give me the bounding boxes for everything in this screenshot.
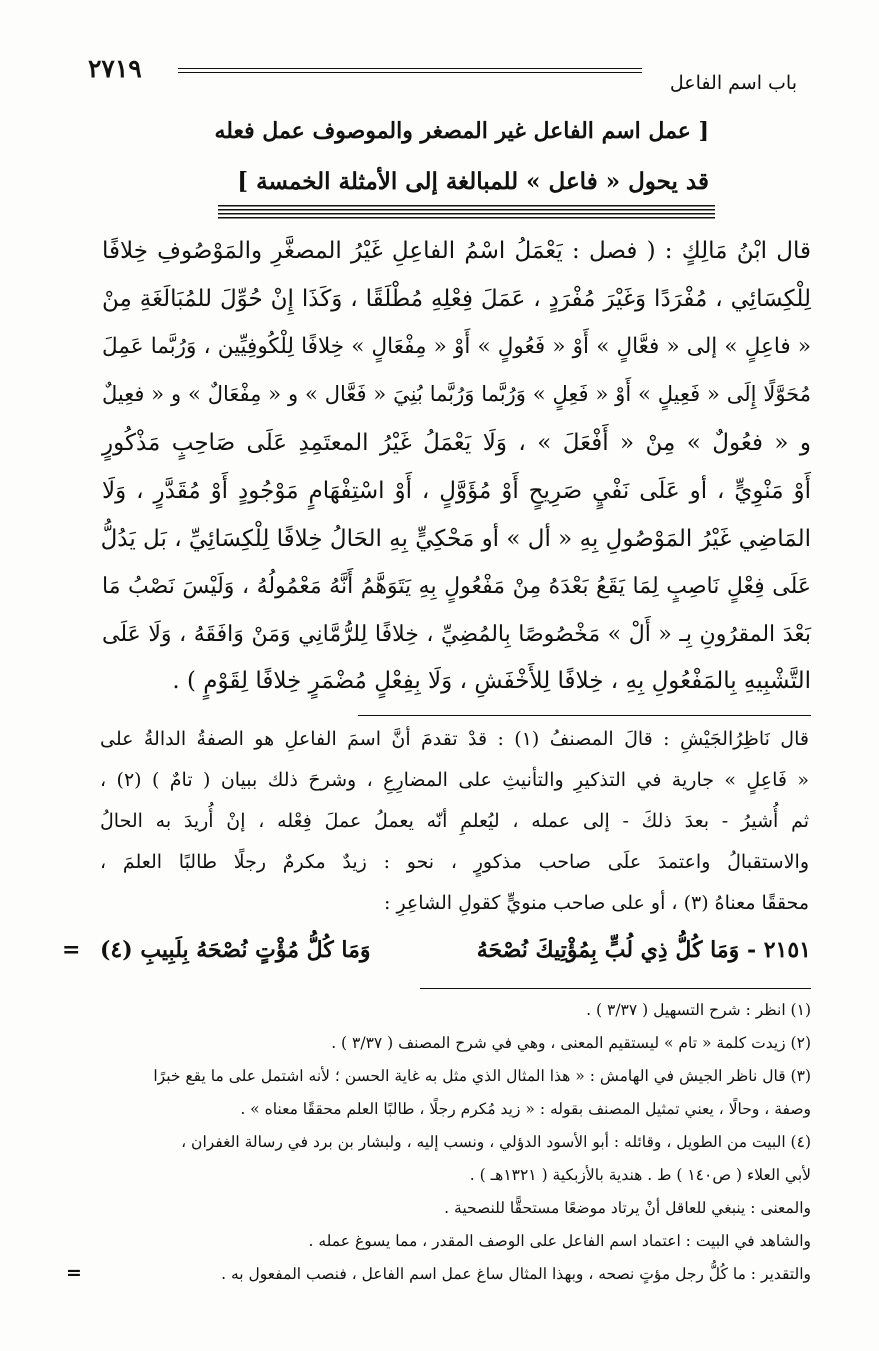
matn-line: بَعْدَ المقرُونِ بِـ « أَلْ » مَخْصُوصًا بِالمُضِيِّ ، خِلافًا لِلرُّمَّانِي وَمَنْ وَافَقَهُ ، وَلَا عَلَى: [102, 622, 811, 647]
footnote-line: وصفة ، وحالًا ، يعني تمثيل المصنف بقوله : « زيد مُكرم رجلًا ، طالبًا العلم محققًا معناه » .: [240, 1100, 811, 1118]
matn-line: عَلَى فِعْلٍ نَاصِبٍ لِمَا يَقَعُ بَعْدَهُ مِنْ مَفْعُولٍ بِهِ يَتَوَهَّمُ أَنَّهُ مَعْمُولُهُ ، وَلَيْسَ نَصْبُ مَا: [102, 574, 811, 599]
footnote-line: والمعنى : ينبغي للعاقل أنْ يرتاد موضعًا مستحقًّا للنصحية .: [444, 1199, 811, 1217]
commentary-line: ثم أُشيرُ - بعدَ ذلكَ - إلى عمله ، ليُعلمِ أنّه يعملُ عملَ فِعْله ، إنْ أُريدَ به الحالُ: [100, 810, 809, 832]
verse-second-hemistich: وَمَا كُلُّ مُؤْتٍ نُصْحَهُ بِلَبِيبِ (٤): [100, 937, 371, 963]
matn-line: المَاضِي غَيْرُ المَوْصُولِ بِهِ « أل » أو مَحْكِيٍّ بِهِ الحَالُ خِلافًا لِلْكِسَائِيِّ ، بَل يَدُلُّ: [100, 526, 811, 552]
matn-line: « فاعِلٍ » إلى « فعَّالٍ » أَوْ « فَعُولٍ » أَوْ « مِفْعَالٍ » خِلافًا لِلْكُوفِيِّين ، وَرُبَّما عَمِلَ: [102, 334, 811, 359]
footnote-line: لأبي العلاء ( ص١٤٠ ) ط . هندية بالأزبكية ( ١٣٢١هـ ) .: [469, 1166, 811, 1184]
verse-continuation-mark: =: [62, 937, 81, 963]
matn-line: و « فعُولٌ » مِنْ « أَفْعَلَ » ، وَلَا يَعْمَلُ غَيْرُ المعتَمِدِ عَلَى صَاحِبٍ مَذْكُورٍ: [102, 430, 811, 456]
page-number: ٢٧١٩: [88, 54, 142, 83]
footnote-line: (٤) البيت من الطويل ، وقائله : أبو الأسود الدؤلي ، ونسب إليه ، ولبشار بن برد في رسالة الغفران ،: [181, 1133, 811, 1151]
section-title-rule: [218, 205, 715, 219]
running-header: [88, 52, 797, 92]
footnote-line: (٢) زيدت كلمة « تام » ليستقيم المعنى ، وهي في شرح المصنف ( ٣/٣٧ ) .: [331, 1034, 811, 1052]
commentary-line: والاستقبالُ واعتمدَ علَى صاحب مذكورٍ ، نحو : زيدٌ مكرمٌ رجلًا طالبًا العلمَ ،: [100, 851, 809, 873]
matn-line: مُحَوَّلًا إِلَى « فَعِيلٍ » أَوْ « فَعِلٍ » وَرُبَّما وَرُبَّما بُنِيَ « فَعَّال » و « مِفْعَالٌ » و « فعِيلٌ: [102, 382, 811, 406]
poetry-verse: [100, 937, 811, 971]
verse-number: ٢١٥١ -: [746, 937, 811, 963]
matn-line: التَّشْبِيهِ بِالمَفْعُولِ بِهِ ، خِلافًا لِلأَخْفَشِ ، وَلَا بِفِعْلٍ مُضْمَرٍ خِلافًا لِقَوْمٍ ) .: [172, 668, 811, 694]
running-chapter-title: باب اسم الفاعل: [669, 72, 797, 94]
commentary-line: قال نَاظِرُالجَيْشِ : قالَ المصنفُ (١) : قدْ تقدمَ أنَّ اسمَ الفاعلِ هو الصفةُ الدالةُ على: [100, 728, 809, 750]
hemistich-text: وَمَا كُلُّ ذِي لُبٍّ بِمُؤْتِيكَ نُصْحَهُ: [476, 937, 740, 963]
footnote-line: والشاهد في البيت : اعتماد اسم الفاعل على الوصف المقدر ، مما يسوغ عمله .: [308, 1232, 811, 1250]
commentary-line: « فَاعِلٍ » جارية في التذكيرِ والتأنيثِ على المضارِعِ ، وشرحَ ذلك ببيان ( تامٌ ) (٢) ،: [100, 769, 810, 791]
section-title-line-1: [ عمل اسم الفاعل غير المصغر والموصوف عمل فعله: [214, 118, 709, 144]
matn-line: لِلْكِسَائِي ، مُفْرَدًا وَغَيْرَ مُفْرَدٍ ، عَمَلَ فِعْلِهِ مُطْلَقًا ، وَكَذَا إِنْ حُوِّلَ للمُبَالَغَةِ مِنْ: [102, 286, 811, 312]
header-rule: [178, 68, 642, 73]
footnote-rule: [420, 988, 811, 989]
verse-first-hemistich: [477, 937, 811, 963]
matn-line: أَوْ مَنْوِيٍّ ، أو عَلَى نَفْيٍ صَرِيحٍ أَوْ مُؤَوَّلٍ ، أَوْ اسْتِفْهَامٍ مَوْجُودٍ أَوْ مُقَدَّرٍ ، وَلَا: [102, 478, 811, 504]
section-separator: [358, 715, 811, 716]
commentary-line: محققًا معناهُ (٣) ، أو على صاحب منويٍّ كقولِ الشاعِرِ :: [384, 892, 809, 914]
matn-line: قال ابْنُ مَالِكٍ : ( فصل : يَعْمَلُ اسْمُ الفاعِلِ غَيْرُ المصغَّرِ والمَوْصُوفِ خِلافًا: [102, 238, 811, 264]
section-title-line-2: قد يحول « فاعل » للمبالغة إلى الأمثلة الخمسة ]: [237, 168, 709, 195]
footnote-line: (٣) قال ناظر الجيش في الهامش : « هذا المثال الذي مثل به غاية الحسن ؛ لأنه اشتمل على ما يقع خبرًا: [153, 1067, 811, 1085]
footnote-continuation-mark: =: [66, 1262, 82, 1284]
footnote-line: والتقدير : ما كُلُّ رجل مؤتٍ نصحه ، وبهذا المثال ساغ عمل اسم الفاعل ، فنصب المفعول به .: [221, 1265, 811, 1283]
footnote-line: (١) انظر : شرح التسهيل ( ٣/٣٧ ) .: [586, 1001, 811, 1019]
